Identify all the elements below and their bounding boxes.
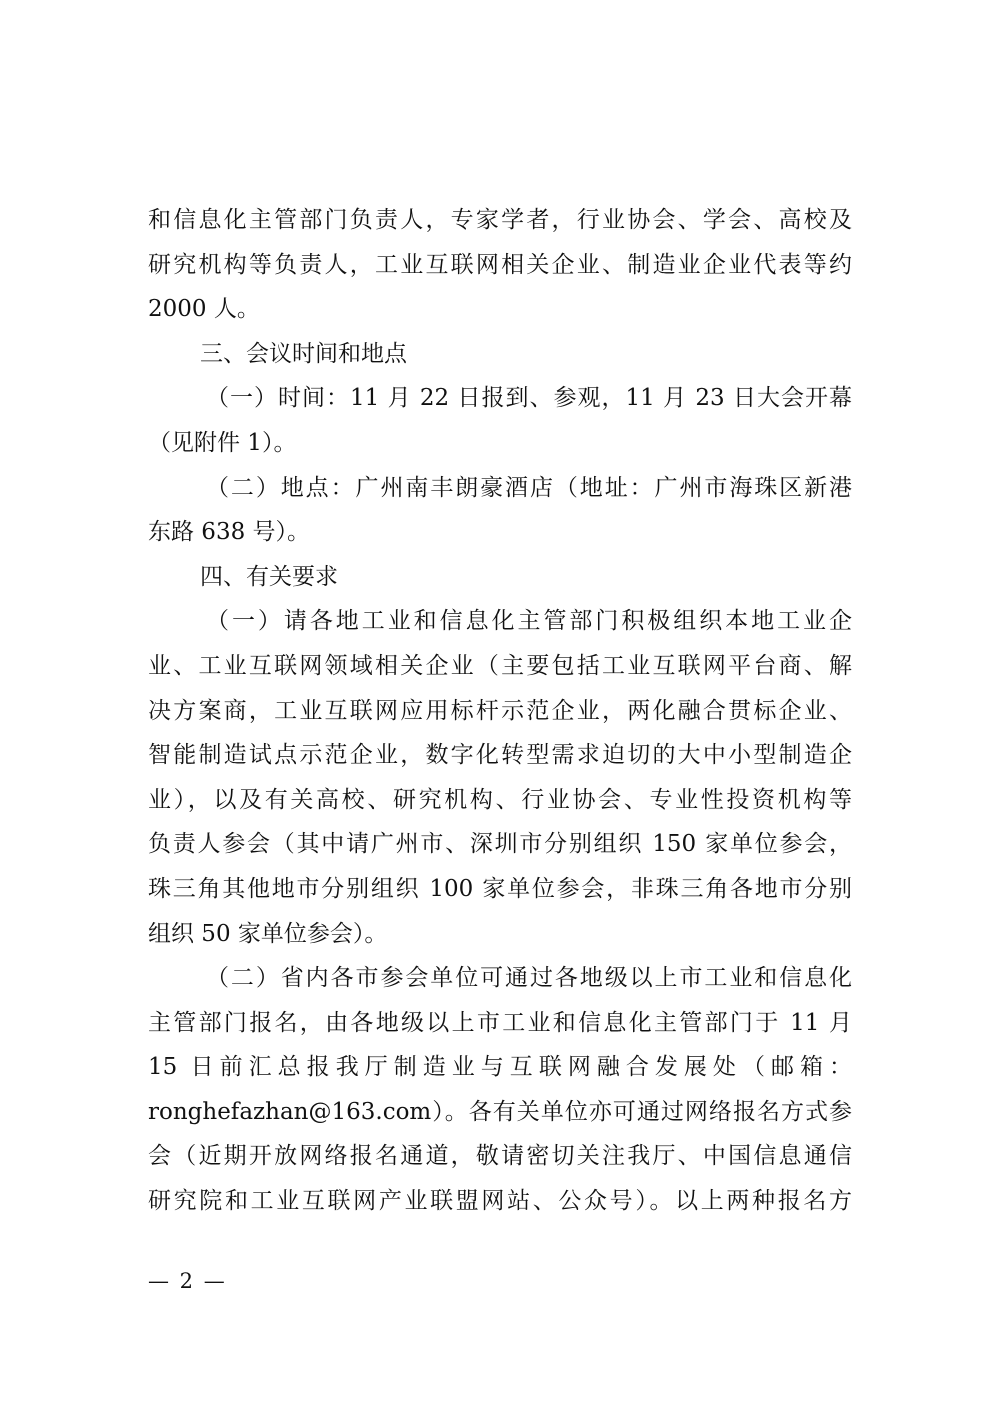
document-body — [148, 198, 852, 1224]
body-line: 业），以及有关高校、研究机构、行业协会、专业性投资机构等 — [148, 786, 852, 813]
body-line: 主管部门报名，由各地级以上市工业和信息化主管部门于 11 月 — [148, 1009, 852, 1036]
body-line: 智能制造试点示范企业，数字化转型需求迫切的大中小型制造企 — [148, 742, 852, 769]
body-line: 业、工业互联网领域相关企业（主要包括工业互联网平台商、解 — [148, 652, 852, 679]
section-heading-requirements: 四、有关要求 — [200, 563, 338, 590]
body-line: 研究机构等负责人，工业互联网相关企业、制造业企业代表等约 — [148, 251, 852, 278]
body-line: 15 日前汇总报我厅制造业与互联网融合发展处（邮箱： — [148, 1054, 852, 1081]
page-number: — 2 — — [148, 1269, 227, 1293]
body-line: 研究院和工业互联网产业联盟网站、公众号）。以上两种报名方 — [148, 1188, 852, 1215]
body-line: 东路 638 号）。 — [148, 519, 311, 546]
body-line: 决方案商，工业互联网应用标杆示范企业，两化融合贯标企业、 — [148, 697, 852, 724]
body-line: （一）请各地工业和信息化主管部门积极组织本地工业企 — [206, 608, 852, 635]
body-line: 组织 50 家单位参会）。 — [148, 920, 388, 947]
body-line: （二）地点：广州南丰朗豪酒店（地址：广州市海珠区新港 — [206, 474, 852, 501]
section-heading-meeting-time-place: 三、会议时间和地点 — [200, 340, 407, 367]
body-line-email: ronghefazhan@163.com）。各有关单位亦可通过网络报名方式参 — [148, 1098, 852, 1125]
body-line: 珠三角其他地市分别组织 100 家单位参会，非珠三角各地市分别 — [148, 875, 852, 902]
body-line: （二）省内各市参会单位可通过各地级以上市工业和信息化 — [206, 965, 852, 992]
body-line: 负责人参会（其中请广州市、深圳市分别组织 150 家单位参会， — [148, 831, 852, 858]
body-line: 2000 人。 — [148, 296, 260, 323]
body-line: （见附件 1）。 — [148, 429, 297, 456]
body-line: 会（近期开放网络报名通道，敬请密切关注我厅、中国信息通信 — [148, 1143, 852, 1170]
body-line: （一）时间：11 月 22 日报到、参观，11 月 23 日大会开幕 — [206, 385, 852, 412]
body-line: 和信息化主管部门负责人，专家学者，行业协会、学会、高校及 — [148, 207, 852, 233]
